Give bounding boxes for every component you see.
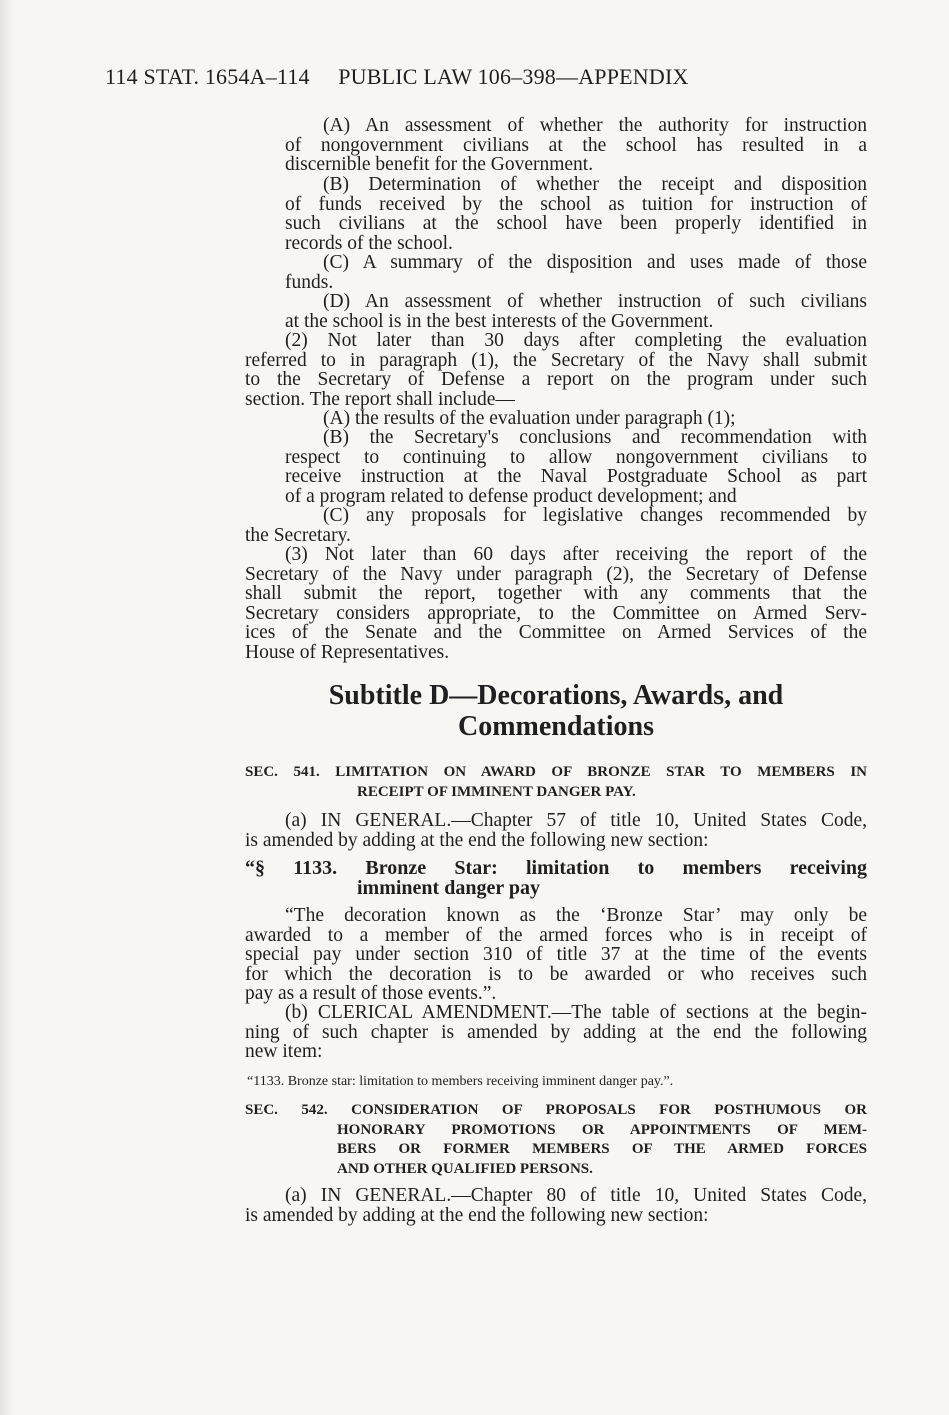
text-line: of funds received by the school as tuition for instruction of <box>285 193 867 215</box>
text-line: shall submit the report, together with any comments that the <box>245 583 867 605</box>
text-line: (a) IN GENERAL.—Chapter 57 of title 10, United States Code, <box>285 810 867 831</box>
section-541-heading <box>245 763 867 802</box>
paragraph-b-determination <box>285 175 867 253</box>
text-line: Secretary considers appropriate, to the Committee on Armed Serv- <box>245 602 867 624</box>
paragraph-2c <box>245 506 867 545</box>
text-line: (B) the Secretary's conclusions and recommendation with <box>323 427 867 448</box>
text-line: for which the decoration is to be awarded or who receives such <box>245 963 867 985</box>
text-line: pay as a result of those events.”. <box>245 983 497 1005</box>
text-line: at the school is in the best interests of the Government. <box>285 310 714 332</box>
paragraph-2b <box>285 428 867 506</box>
text-line: new item: <box>245 1041 323 1063</box>
text-line: (A) the results of the evaluation under paragraph (1); <box>323 408 736 429</box>
text-line: AND OTHER QUALIFIED PERSONS. <box>337 1160 593 1177</box>
text-line: SEC. 541. LIMITATION ON AWARD OF BRONZE STAR TO MEMBERS IN <box>245 764 867 780</box>
subtitle-line: Commendations <box>457 711 654 742</box>
text-line: BERS OR FORMER MEMBERS OF THE ARMED FORCES <box>337 1141 867 1158</box>
text-line: awarded to a member of the armed forces who is in receipt of <box>245 924 867 946</box>
text-line: ices of the Senate and the Committee on Armed Services of the <box>245 622 867 644</box>
paragraph-c-summary <box>285 253 867 292</box>
text-line: respect to continuing to allow nongovernment civilians to <box>285 446 867 468</box>
text-line: funds. <box>285 271 334 293</box>
text-line: section. The report shall include— <box>245 388 515 410</box>
text-line: (C) A summary of the disposition and uses made of those <box>323 252 867 273</box>
text-line: ning of such chapter is amended by adding at the end the following <box>245 1021 867 1043</box>
text-line: “§ 1133. Bronze Star: limitation to members receiving <box>245 857 867 879</box>
text-line: (A) An assessment of whether the authority for instruction <box>323 115 867 136</box>
table-of-sections-item <box>247 1072 867 1092</box>
section-541-a <box>245 811 867 850</box>
paragraph-a-assessment <box>285 116 867 175</box>
paragraph-d-assessment <box>285 292 867 331</box>
text-line: receive instruction at the Naval Postgraduate School as part <box>285 466 867 488</box>
text-line: the Secretary. <box>245 524 351 546</box>
text-line: such civilians at the school have been properly identified in <box>285 213 867 235</box>
text-line: to the Secretary of Defense a report on the program under such <box>245 369 867 391</box>
text-line: (C) any proposals for legislative changes recommended by <box>323 505 867 526</box>
text-line: special pay under section 310 of title 37 at the time of the events <box>245 944 867 966</box>
section-541-b <box>245 1003 867 1062</box>
text-line: “1133. Bronze star: limitation to members receiving imminent danger pay.”. <box>247 1074 674 1089</box>
section-542-heading <box>245 1101 867 1179</box>
text-line: is amended by adding at the end the following new section: <box>245 1204 709 1226</box>
text-line: imminent danger pay <box>357 876 540 899</box>
text-line: (b) CLERICAL AMENDMENT.—The table of sections at the begin- <box>285 1002 867 1023</box>
subtitle-heading <box>245 680 867 742</box>
text-line: SEC. 542. CONSIDERATION OF PROPOSALS FOR POSTHUMOUS OR <box>245 1102 867 1118</box>
text-line: (2) Not later than 30 days after completing the evaluation <box>285 330 867 351</box>
subtitle-line: Subtitle D—Decorations, Awards, and <box>328 680 784 711</box>
text-line: HONORARY PROMOTIONS OR APPOINTMENTS OF MEM- <box>337 1121 867 1138</box>
text-line: House of Representatives. <box>245 641 450 663</box>
text-line: (a) IN GENERAL.—Chapter 80 of title 10, United States Code, <box>285 1185 867 1206</box>
paragraph-2a <box>285 409 867 429</box>
text-line: records of the school. <box>285 232 453 254</box>
text-line: of nongovernment civilians at the school has resulted in a <box>285 134 867 156</box>
text-line: referred to in paragraph (1), the Secretary of the Navy shall submit <box>245 349 867 371</box>
text-line: of a program related to defense product development; and <box>285 485 737 507</box>
text-line: (D) An assessment of whether instruction of such civilians <box>323 291 867 312</box>
section-1133-heading <box>245 857 867 899</box>
section-1133-text <box>245 906 867 1004</box>
text-line: Secretary of the Navy under paragraph (2), the Secretary of Defense <box>245 563 867 585</box>
text-line: is amended by adding at the end the following new section: <box>245 829 709 851</box>
text-line: RECEIPT OF IMMINENT DANGER PAY. <box>357 783 636 800</box>
running-header: 114 STAT. 1654A–114 PUBLIC LAW 106–398—APPENDIX <box>105 64 689 89</box>
text-line: (3) Not later than 60 days after receiving the report of the <box>285 544 867 565</box>
paragraph-3-submission <box>245 545 867 663</box>
text-line: “The decoration known as the ‘Bronze Star’ may only be <box>285 905 867 926</box>
text-line: (B) Determination of whether the receipt and disposition <box>323 174 867 195</box>
section-542-a <box>245 1186 867 1225</box>
paragraph-2-report <box>245 331 867 409</box>
text-line: discernible benefit for the Government. <box>285 154 594 176</box>
page-edge-shadow <box>0 0 14 1415</box>
